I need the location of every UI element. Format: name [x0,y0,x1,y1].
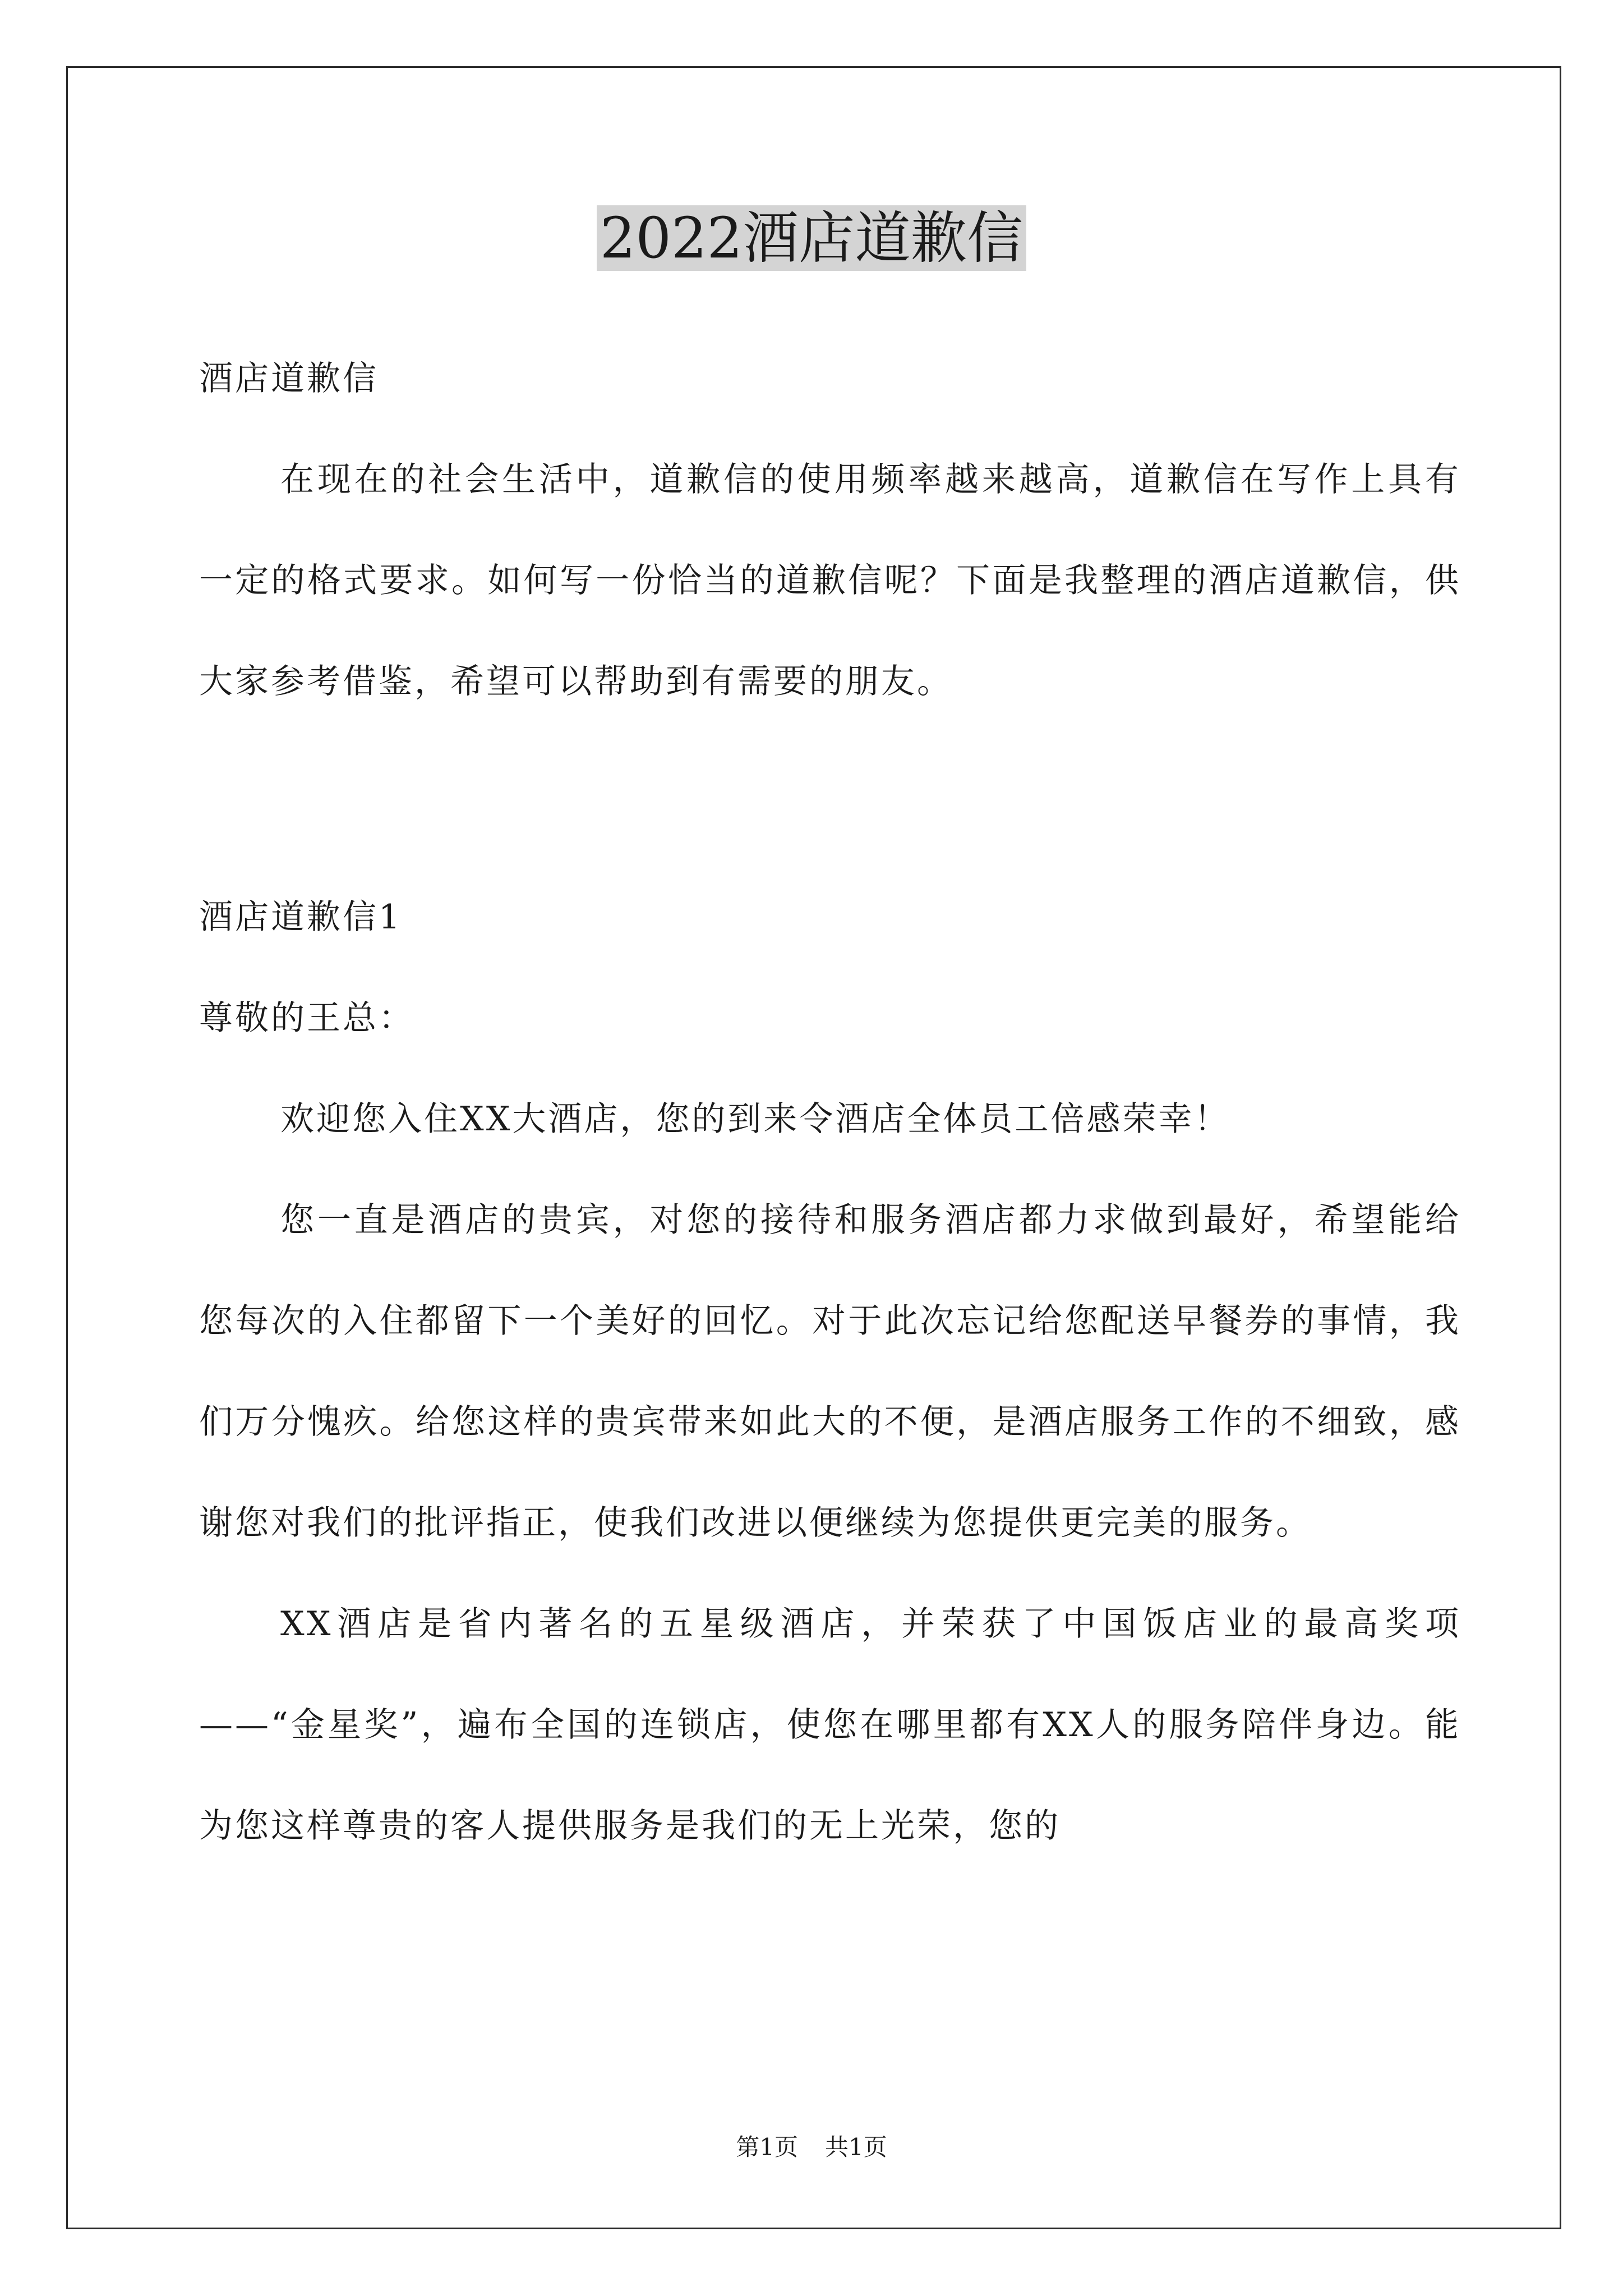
letter-paragraph: 欢迎您入住XX大酒店，您的到来令酒店全体员工倍感荣幸！ [280,1099,1230,1139]
page-number: 第1页 [736,2133,798,2161]
letter-block [199,867,1461,1876]
intro-block [199,429,1461,732]
document-title-text: 2022酒店道歉信 [597,205,1027,271]
salutation: 尊敬的王总： [199,999,414,1038]
page-footer [0,2131,1623,2164]
document-title [0,199,1623,278]
heading-block [199,328,1461,429]
document-heading: 酒店道歉信 [199,359,379,398]
letter-paragraph: 您一直是酒店的贵宾，对您的接待和服务酒店都力求做到最好，希望能给您每次的入住都留下一个美好的回忆。对于此次忘记给您配送早餐券的事情，我们万分愧疚。给您这样的贵宾带来如此大的不便，是酒店服务工作的不细致，感谢您对我们的批评指正，使我们改进以便继续为您提供更完美的服务。 [199,1200,1461,1543]
page-total: 共1页 [825,2133,887,2161]
intro-paragraph: 在现在的社会生活中，道歉信的使用频率越来越高，道歉信在写作上具有一定的格式要求。如何写一份恰当的道歉信呢？下面是我整理的酒店道歉信，供大家参考借鉴，希望可以帮助到有需要的朋友。 [199,460,1461,701]
letter-paragraph: XX酒店是省内著名的五星级酒店，并荣获了中国饭店业的最高奖项——“金星奖”，遍布全国的连锁店，使您在哪里都有XX人的服务陪伴身边。能为您这样尊贵的客人提供服务是我们的无上光荣，您的 [199,1604,1461,1846]
section-title: 酒店道歉信1 [199,898,403,937]
